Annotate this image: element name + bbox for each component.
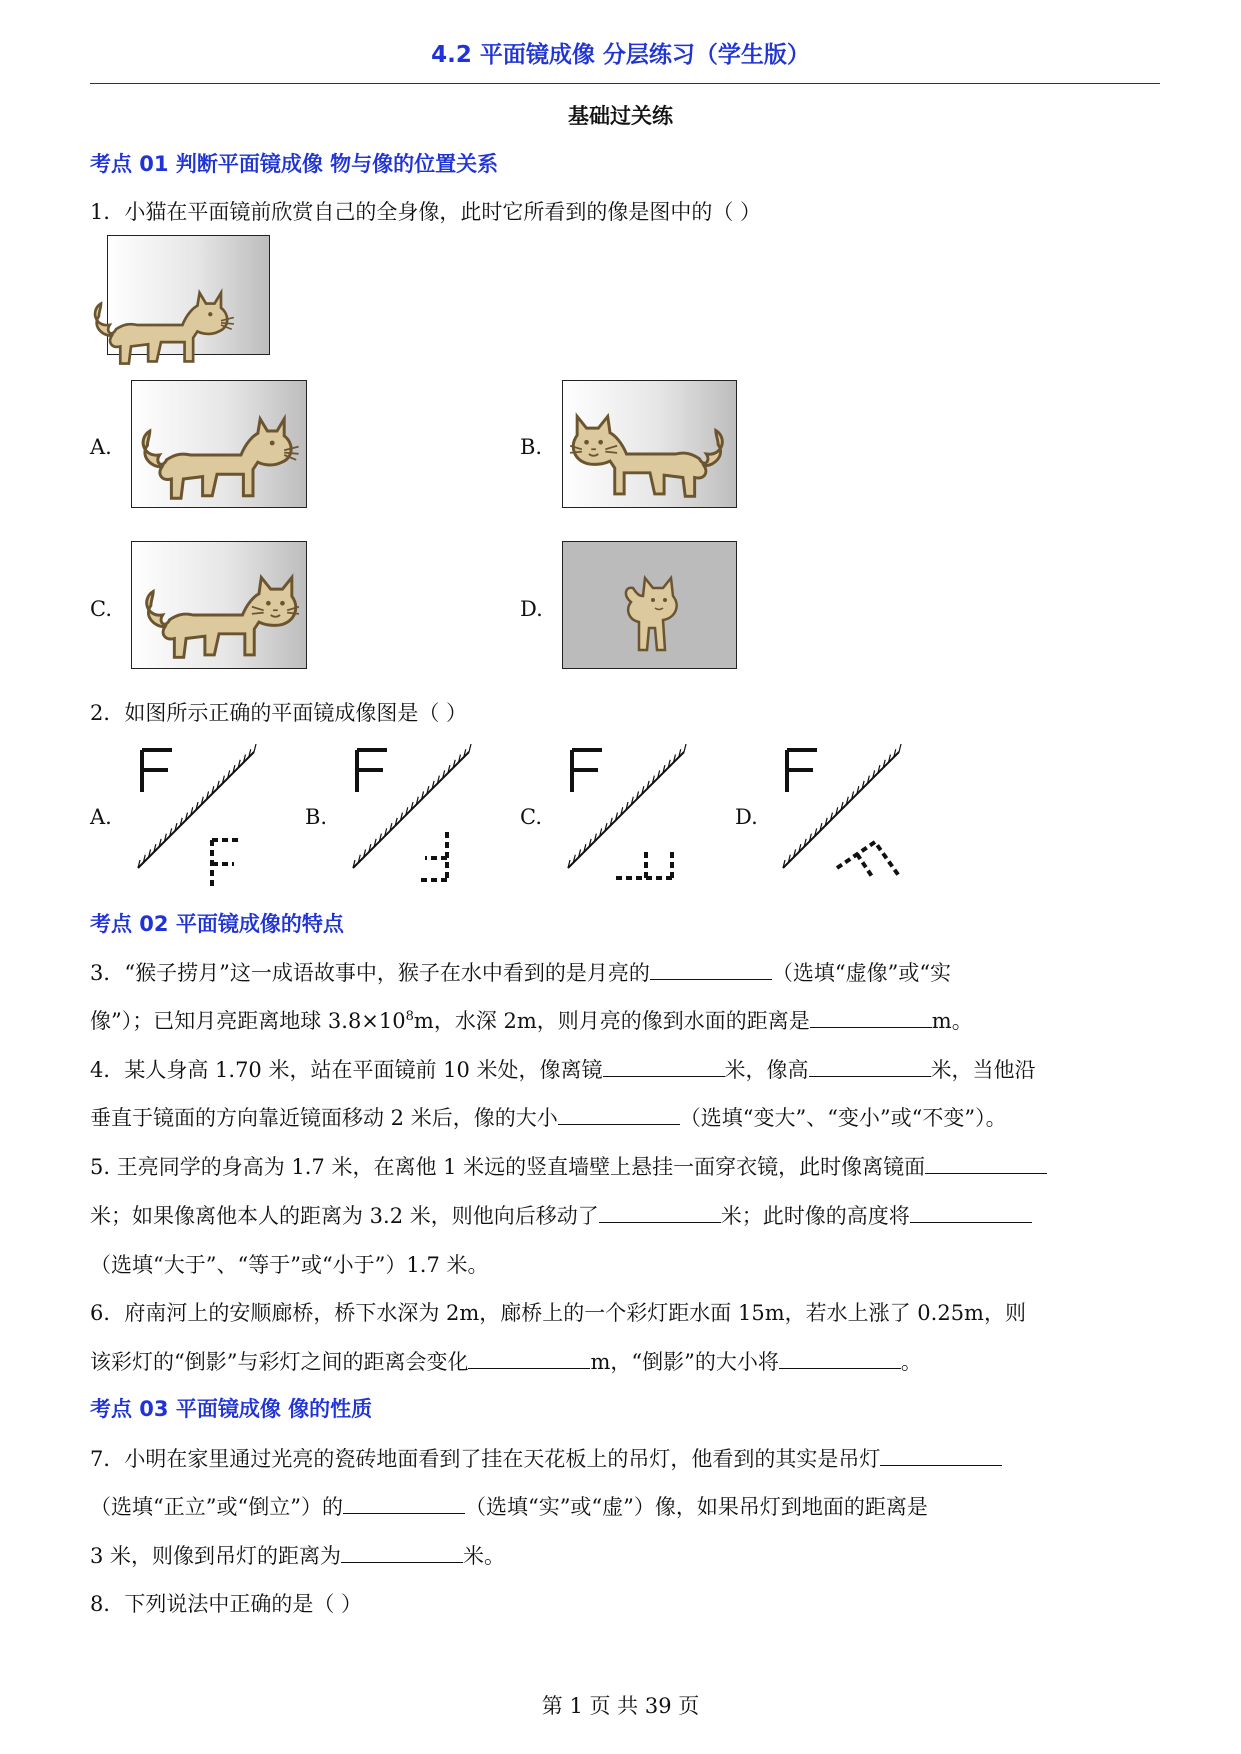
answer-blank[interactable] <box>650 961 772 980</box>
question-4-line-2: 垂直于镜面的方向靠近镜面移动 2 米后，像的大小 （选填“变大”、“变小”或“不变”）。 <box>90 1106 1007 1130</box>
answer-blank[interactable] <box>603 1058 725 1077</box>
page-footer: 第 1 页 共 39 页 <box>541 1694 700 1718</box>
q2-option-b-figure[interactable] <box>345 740 485 890</box>
cat-icon <box>603 566 703 656</box>
cat-icon <box>136 568 302 662</box>
question-1-text: 1．小猫在平面镜前欣赏自己的全身像，此时它所看到的像是图中的（ ） <box>90 200 762 224</box>
answer-blank[interactable] <box>809 1058 931 1077</box>
header-rule <box>90 83 1160 84</box>
q2-option-b-label[interactable]: B. <box>305 805 328 829</box>
q2-option-d-label[interactable]: D. <box>735 805 758 829</box>
question-7-line-1: 7．小明在家里通过光亮的瓷砖地面看到了挂在天花板上的吊灯，他看到的其实是吊灯 <box>90 1443 1002 1473</box>
knowledge-point-2: 考点 02 平面镜成像的特点 <box>90 912 344 936</box>
q1-option-a-image[interactable] <box>131 380 307 508</box>
q1-option-c-image[interactable] <box>131 541 307 669</box>
answer-blank[interactable] <box>910 1204 1032 1223</box>
answer-blank[interactable] <box>341 1544 463 1563</box>
question-2-text: 2．如图所示正确的平面镜成像图是（ ） <box>90 701 468 725</box>
answer-blank[interactable] <box>468 1350 590 1369</box>
question-5-line-2: 米；如果像离他本人的距离为 3.2 米，则他向后移动了 米；此时像的高度将 <box>90 1200 1032 1230</box>
question-4-line-1: 4．某人身高 1.70 米，站在平面镜前 10 米处，像离镜 米，像高 米，当他沿 <box>90 1058 1036 1082</box>
question-7-line-2: （选填“正立”或“倒立”）的 （选填“实”或“虚”）像，如果吊灯到地面的距离是 <box>90 1495 928 1519</box>
knowledge-point-3: 考点 03 平面镜成像 像的性质 <box>90 1397 373 1421</box>
q1-option-b-image[interactable] <box>562 380 737 508</box>
knowledge-point-1: 考点 01 判断平面镜成像 物与像的位置关系 <box>90 152 499 176</box>
q1-option-a-label[interactable]: A. <box>90 435 112 459</box>
q2-option-c-label[interactable]: C. <box>520 805 542 829</box>
q2-option-c-figure[interactable] <box>560 740 700 890</box>
question-7-line-3: 3 米，则像到吊灯的距离为 米。 <box>90 1544 506 1568</box>
section-title: 基础过关练 <box>568 104 673 128</box>
answer-blank[interactable] <box>343 1495 465 1514</box>
q1-option-d-label[interactable]: D. <box>520 597 543 621</box>
q2-option-a-figure[interactable] <box>130 740 270 890</box>
question-5-line-3: （选填“大于”、“等于”或“小于”）1.7 米。 <box>90 1253 489 1277</box>
q1-option-b-label[interactable]: B. <box>520 435 543 459</box>
question-3-line-2: 像”）；已知月亮距离地球 $3.8\times 10^8m$，水深 2m，则月亮的像到水面的距离是 m。 <box>90 1009 973 1033</box>
answer-blank[interactable] <box>810 1009 932 1028</box>
cat-icon <box>132 407 302 503</box>
answer-blank[interactable] <box>925 1155 1047 1174</box>
answer-blank[interactable] <box>779 1350 901 1369</box>
q1-cat-figure <box>86 282 236 368</box>
answer-blank[interactable] <box>880 1447 1002 1466</box>
q1-option-d-image[interactable] <box>562 541 737 669</box>
question-6-line-1: 6．府南河上的安顺廊桥，桥下水深为 2m，廊桥上的一个彩灯距水面 15m，若水上涨了 0.25m，则 <box>90 1301 1026 1325</box>
question-6-line-2: 该彩灯的“倒影”与彩灯之间的距离会变化 m，“倒影”的大小将 。 <box>90 1350 922 1374</box>
question-3-line-1: 3．“猴子捞月”这一成语故事中，猴子在水中看到的是月亮的 （选填“虚像”或“实 <box>90 961 952 985</box>
document-title: 4.2 平面镜成像 分层练习（学生版） <box>431 42 810 68</box>
answer-blank[interactable] <box>558 1106 680 1125</box>
answer-blank[interactable] <box>599 1204 721 1223</box>
cat-icon <box>567 407 733 501</box>
question-5-line-1: 5. 王亮同学的身高为 1.7 米，在离他 1 米远的竖直墙壁上悬挂一面穿衣镜，此时像离镜面 <box>90 1151 1047 1181</box>
question-8-text: 8．下列说法中正确的是（ ） <box>90 1592 363 1616</box>
q2-option-d-figure[interactable] <box>775 740 925 890</box>
q2-option-a-label[interactable]: A. <box>90 805 112 829</box>
q1-option-c-label[interactable]: C. <box>90 597 112 621</box>
